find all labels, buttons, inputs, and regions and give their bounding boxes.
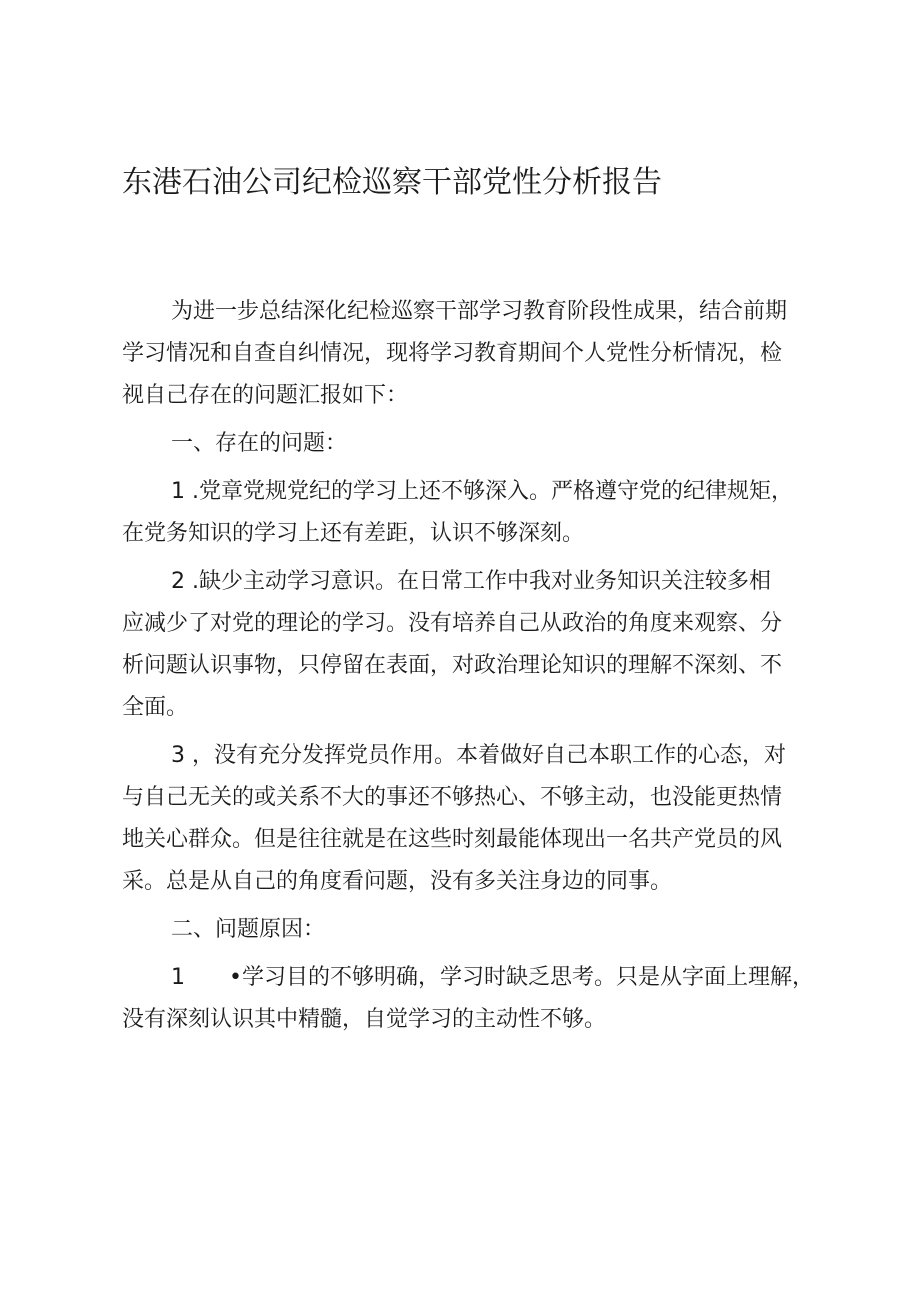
problem-2-line-4: 全面。	[122, 695, 189, 720]
problem-3-line-2: 与自己无关的或关系不大的事还不够热心、不够主动，也没能更热情	[122, 785, 783, 810]
problem-3-line-3: 地关心群众。但是往往就是在这些时刻最能体现出一名共产党员的风	[122, 827, 783, 852]
document-body	[122, 291, 822, 1041]
problem-2-line-3: 析问题认识事物，只停留在表面，对政治理论知识的理解不深刻、不	[122, 653, 783, 678]
cause-1-line-2: 没有深刻认识其中精髓，自觉学习的主动性不够。	[122, 1007, 607, 1032]
cause-1-number: 1	[171, 965, 185, 990]
problem-2-line-1: 2 .缺少主动学习意识。在日常工作中我对业务知识关注较多相	[171, 569, 771, 594]
problem-3-line-4: 采。总是从自己的角度看问题，没有多关注身边的同事。	[122, 869, 673, 894]
cause-1-line-1	[122, 957, 822, 999]
problem-1-line-1: 1 .党章党规党纪的学习上还不够深入。严格遵守党的纪律规矩，	[171, 479, 793, 504]
document-title: 东港石油公司纪检巡察干部党性分析报告	[122, 165, 662, 200]
cause-1-text: •学习目的不够明确，学习时缺乏思考。只是从字面上理解，	[229, 965, 814, 990]
intro-line-3: 视自己存在的问题汇报如下：	[122, 383, 409, 408]
intro-line-1: 为进一步总结深化纪检巡察干部学习教育阶段性成果，结合前期	[171, 299, 788, 324]
problem-2-line-2: 应减少了对党的理论的学习。没有培养自己从政治的角度来观察、分	[122, 611, 783, 636]
section-heading-causes: 二、问题原因：	[171, 917, 326, 942]
problem-3-line-1: 3 ，没有充分发挥党员作用。本着做好自己本职工作的心态，对	[171, 743, 786, 768]
intro-line-2: 学习情况和自查自纠情况，现将学习教育期间个人党性分析情况，检	[122, 341, 783, 366]
section-heading-problems: 一、存在的问题：	[171, 431, 348, 456]
problem-1-line-2: 在党务知识的学习上还有差距，认识不够深刻。	[122, 521, 585, 546]
